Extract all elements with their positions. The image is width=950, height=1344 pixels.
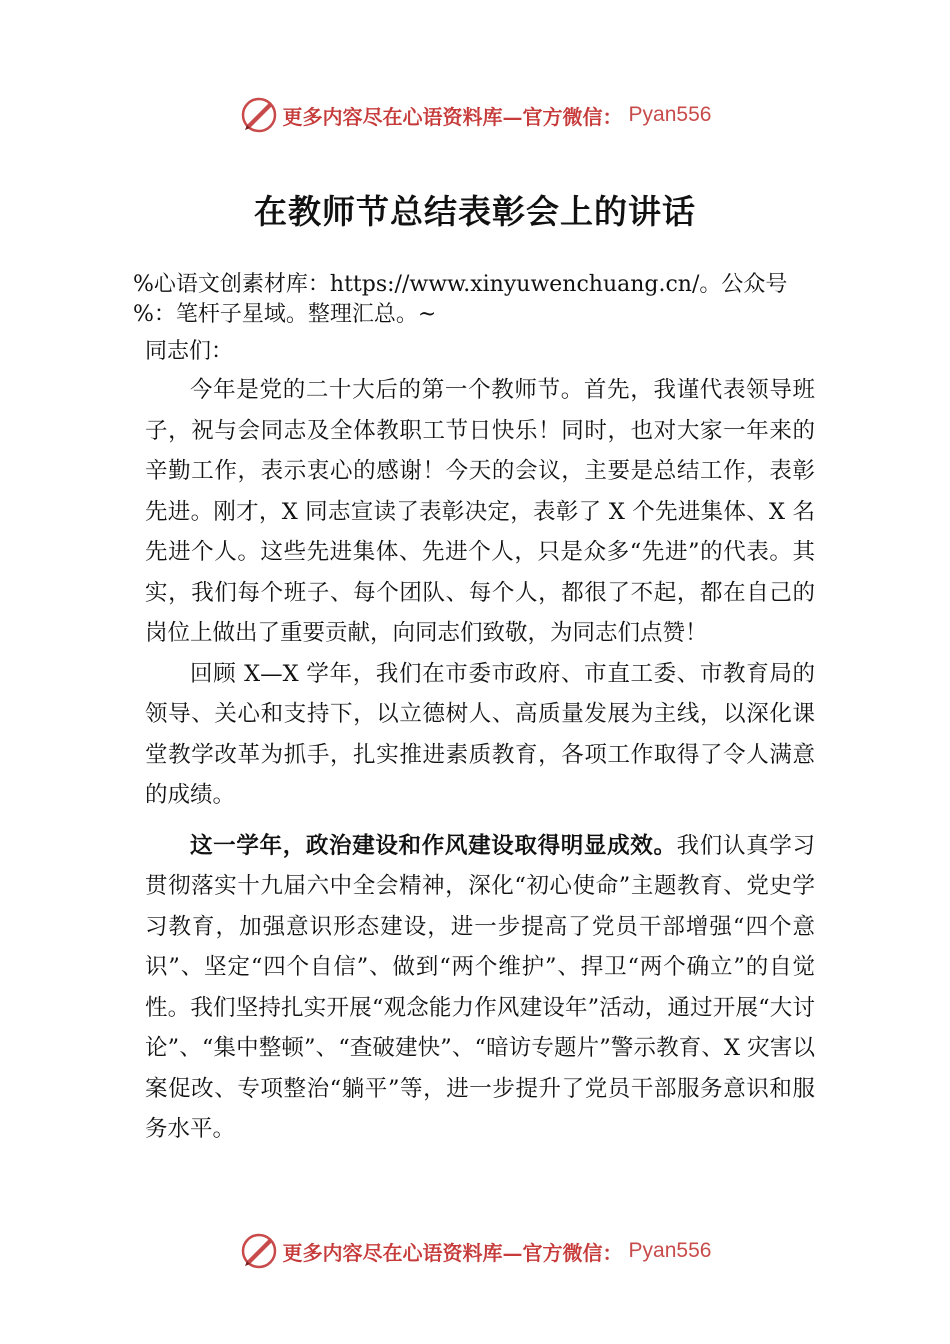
source-line-2: %：笔杆子星域。整理汇总。~ <box>133 302 437 327</box>
paragraph-3 <box>145 826 815 1150</box>
source-note <box>133 270 853 330</box>
paragraph-3-text: 我们认真学习贯彻落实十九届六中全会精神，深化“初心使命”主题教育、党史学习教育，加强意识形态建设，进一步提高了党员干部增强“四个意识”、坚定“四个自信”、做到“两个维护”、捍卫“两个确立”的自觉性。我们坚持扎实开展“观念能力作风建设年”活动，通过开展“大讨论”、“集中整顿”、“查破建快”、“暗访专题片”警示教育、X 灾害以案促改、专项整治“躺平”等，进一步提升了党员干部服务意识和服务水平。 <box>145 832 815 1142</box>
paragraph-3-lead: 这一学年，政治建设和作风建设取得明显成效。 <box>190 832 677 859</box>
paragraph-1: 今年是党的二十大后的第一个教师节。首先，我谨代表领导班子，祝与会同志及全体教职工节日快乐！同时，也对大家一年来的辛勤工作，表示衷心的感谢！今天的会议，主要是总结工作，表彰先进。刚才，X 同志宣读了表彰决定，表彰了 X 个先进集体、X 名先进个人。这些先进集体、先进个人，只是众多“先进”的代表。其实，我们每个班子、每个团队、每个人，都很了不起，都在自己的岗位上做出了重要贡献，向同志们致敬，为同志们点赞！ <box>145 377 815 646</box>
footer-wechat-id: Pyan556 <box>628 1239 712 1262</box>
pen-logo-icon <box>239 95 279 135</box>
footer-brand <box>0 1226 950 1276</box>
pen-logo-icon <box>239 1231 279 1271</box>
source-line-1: %心语文创素材库：https://www.xinyuwenchuang.cn/。公众号 <box>133 272 788 297</box>
footer-slogan: 更多内容尽在心语资料库—官方微信： <box>282 1240 623 1265</box>
paragraph-2: 回顾 X—X 学年，我们在市委市政府、市直工委、市教育局的领导、关心和支持下，以立德树人、高质量发展为主线，以深化课堂教学改革为抓手，扎实推进素质教育，各项工作取得了令人满意的成绩。 <box>145 660 815 808</box>
document-title: 在教师节总结表彰会上的讲话 <box>254 192 696 231</box>
header-slogan: 更多内容尽在心语资料库—官方微信： <box>282 104 623 129</box>
speech-body <box>145 370 815 1150</box>
header-brand <box>0 90 950 140</box>
header-wechat-id: Pyan556 <box>628 103 712 126</box>
greeting: 同志们： <box>145 339 234 364</box>
